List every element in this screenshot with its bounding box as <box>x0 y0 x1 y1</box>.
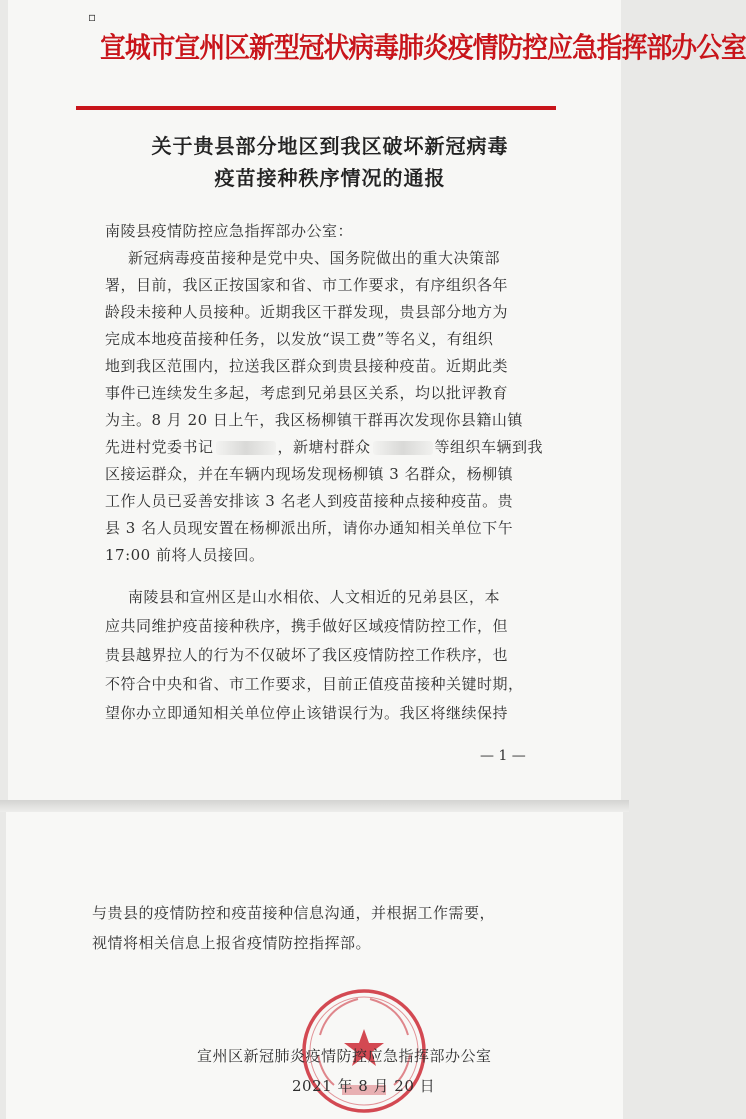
body-line: 17:00 前将人员接回。 <box>105 546 265 564</box>
body-line: 新冠病毒疫苗接种是党中央、国务院做出的重大决策部 <box>128 249 501 267</box>
red-header-rule <box>76 106 556 110</box>
body-line: 署，目前，我区正按国家和省、市工作要求，有序组织各年 <box>105 276 509 294</box>
body-line: 视情将相关信息上报省疫情防控指挥部。 <box>92 934 372 952</box>
body-line: 龄段未接种人员接种。近期我区干群发现，贵县部分地方为 <box>105 303 509 321</box>
body-line: 为主。8 月 20 日上午，我区杨柳镇干群再次发现你县籍山镇 <box>105 411 523 429</box>
body-line: 望你办立即通知相关单位停止该错误行为。我区将继续保持 <box>105 704 509 722</box>
body-line: 应共同维护疫苗接种秩序，携手做好区域疫情防控工作，但 <box>105 617 509 635</box>
body-line: 事件已连续发生多起，考虑到兄弟县区关系，均以批评教育 <box>105 384 509 402</box>
redacted-name <box>373 441 433 455</box>
body-line-redacted <box>105 436 543 457</box>
body-segment: 等组织车辆到我 <box>434 438 544 456</box>
body-line: 工作人员已妥善安排该 3 名老人到疫苗接种点接种疫苗。贵 <box>105 492 514 510</box>
page-number: — 1 — <box>480 748 526 764</box>
redacted-name <box>216 441 276 455</box>
body-line: 与贵县的疫情防控和疫苗接种信息沟通，并根据工作需要， <box>92 904 496 922</box>
body-line: 不符合中央和省、市工作要求，目前正值疫苗接种关键时期， <box>105 675 524 693</box>
body-segment: ，新塘村群众 <box>277 438 371 456</box>
body-line: 南陵县和宣州区是山水相依、人文相近的兄弟县区，本 <box>128 588 501 606</box>
body-segment: 先进村党委书记 <box>105 438 214 456</box>
body-line: 区接运群众，并在车辆内现场发现杨柳镇 3 名群众，杨柳镇 <box>105 465 514 483</box>
corner-mark: ▫ <box>88 10 97 24</box>
issuing-office-header: 宣城市宣州区新型冠状病毒肺炎疫情防控应急指挥部办公室 <box>100 31 746 64</box>
signature-date: 2021 年 8 月 20 日 <box>292 1077 436 1095</box>
body-line: 完成本地疫苗接种任务，以发放“误工费”等名义，有组织 <box>105 330 494 348</box>
document-title-line-2: 疫苗接种秩序情况的通报 <box>214 166 446 190</box>
salutation: 南陵县疫情防控应急指挥部办公室： <box>105 222 354 240</box>
body-line: 贵县越界拉人的行为不仅破坏了我区疫情防控工作秩序，也 <box>105 646 509 664</box>
page-separator <box>0 800 629 812</box>
signature-office: 宣州区新冠肺炎疫情防控应急指挥部办公室 <box>197 1047 492 1065</box>
body-line: 地到我区范围内，拉送我区群众到贵县接种疫苗。近期此类 <box>105 357 509 375</box>
document-title-line-1: 关于贵县部分地区到我区破坏新冠病毒 <box>151 134 509 158</box>
body-line: 县 3 名人员现安置在杨柳派出所，请你办通知相关单位下午 <box>105 519 514 537</box>
